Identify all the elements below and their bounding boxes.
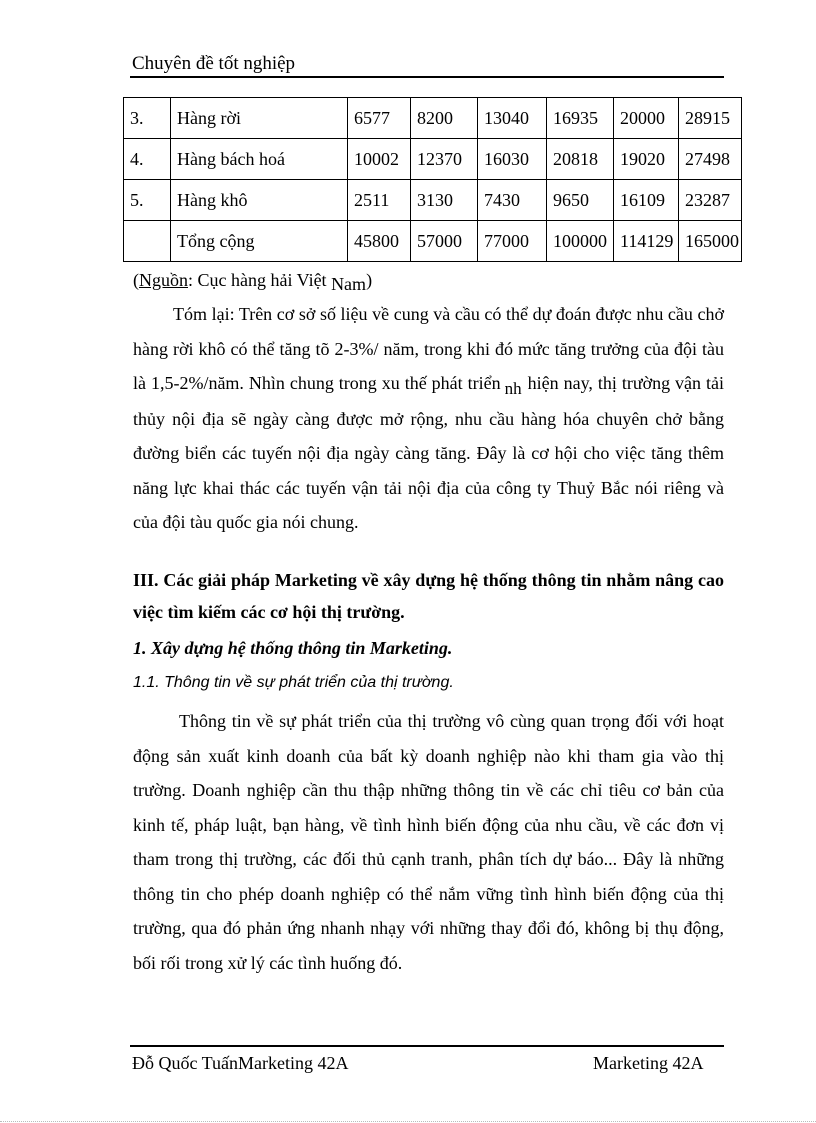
value-cell: 28915 [679, 98, 742, 139]
value-cell: 114129 [614, 221, 679, 262]
table-source-note [133, 268, 372, 292]
value-cell: 27498 [679, 139, 742, 180]
value-cell: 12370 [411, 139, 478, 180]
page-header-title: Chuyên đề tốt nghiệp [132, 53, 296, 74]
section-heading: III. Các giải pháp Marketing về xây dựng hệ thống thông tin nhằm nâng cao việc tìm kiếm các cơ hội thị trường. [133, 570, 724, 622]
value-cell: 10002 [348, 139, 411, 180]
cargo-type-cell: Tổng cộng [171, 221, 348, 262]
value-cell: 16935 [547, 98, 614, 139]
source-text: : Cục hàng hải Việt [188, 270, 332, 290]
cargo-type-cell: Hàng bách hoá [171, 139, 348, 180]
sub-subsection-heading: 1.1. Thông tin về sự phát triển của thị trường. [133, 674, 454, 691]
value-cell: 20818 [547, 139, 614, 180]
value-cell: 16109 [614, 180, 679, 221]
footer-author: Đỗ Quốc TuấnMarketing 42A [132, 1053, 349, 1073]
value-cell: 20000 [614, 98, 679, 139]
table-row [124, 98, 742, 139]
source-close-paren: ) [366, 270, 373, 290]
value-cell: 100000 [547, 221, 614, 262]
source-open-paren: ( [133, 270, 139, 290]
value-cell: 6577 [348, 98, 411, 139]
cargo-type-cell: Hàng rời [171, 98, 348, 139]
value-cell: 7430 [478, 180, 547, 221]
value-cell: 45800 [348, 221, 411, 262]
value-cell: 57000 [411, 221, 478, 262]
header-rule [130, 76, 724, 78]
page-boundary [0, 1121, 816, 1122]
summary-text-part1: Tóm lại: Trên cơ sở số liệu về cung và cầu có thể dự đoán được nhu cầu chở hàng rời khô có thể tăng tõ 2-3%/ năm, trong khi đó mức tăng trưởng của đội tàu là 1,5-2%/năm. Nhìn chung trong xu thế phát triển [133, 304, 724, 393]
row-number-cell: 3. [124, 98, 171, 139]
footer-rule [130, 1045, 724, 1047]
row-number-cell: 5. [124, 180, 171, 221]
table-row [124, 180, 742, 221]
source-label: Nguồn [139, 270, 188, 290]
row-number-cell [124, 221, 171, 262]
value-cell: 3130 [411, 180, 478, 221]
table-row [124, 221, 742, 262]
value-cell: 16030 [478, 139, 547, 180]
subsection-heading: 1. Xây dựng hệ thống thông tin Marketing. [133, 638, 453, 658]
cargo-volume-table [123, 97, 742, 262]
value-cell: 8200 [411, 98, 478, 139]
body-paragraph: Thông tin về sự phát triển của thị trường vô cùng quan trọng đối với hoạt động sản xuất kinh doanh của bất kỳ doanh nghiệp nào khi tham gia vào thị trường. Doanh nghiệp cần thu thập những thông tin về các chỉ tiêu cơ bản của kinh tế, pháp luật, bạn hàng, về tình hình biến động của nhu cầu, về các đơn vị tham trong thị trường, các đối thủ cạnh tranh, phân tích dự báo... Đây là những thông tin cho phép doanh nghiệp có thể nắm vững tình hình biến động của thị trường, qua đó phản ứng nhanh nhạy với những thay đổi đó, không bị thụ động, bối rối trong xử lý các tình huống đó. [133, 711, 724, 973]
cargo-type-cell: Hàng khô [171, 180, 348, 221]
summary-subscript: nh [504, 379, 522, 398]
value-cell: 19020 [614, 139, 679, 180]
value-cell: 23287 [679, 180, 742, 221]
summary-paragraph [133, 297, 724, 540]
source-subscript: Nam [331, 274, 367, 294]
value-cell: 13040 [478, 98, 547, 139]
value-cell: 9650 [547, 180, 614, 221]
value-cell: 2511 [348, 180, 411, 221]
table-row [124, 139, 742, 180]
value-cell: 165000 [679, 221, 742, 262]
row-number-cell: 4. [124, 139, 171, 180]
value-cell: 77000 [478, 221, 547, 262]
summary-text-part2: hiện nay, thị trường vận tải thủy nội địa sẽ ngày càng được mở rộng, nhu cầu hàng hóa chuyên chở bằng đường biển các tuyến nội địa ngày càng tăng. Đây là cơ hội cho việc tăng thêm năng lực khai thác các tuyến vận tải nội địa của công ty Thuỷ Bắc nói riêng và của đội tàu quốc gia nói chung. [133, 373, 725, 532]
footer-course: Marketing 42A [593, 1053, 704, 1073]
